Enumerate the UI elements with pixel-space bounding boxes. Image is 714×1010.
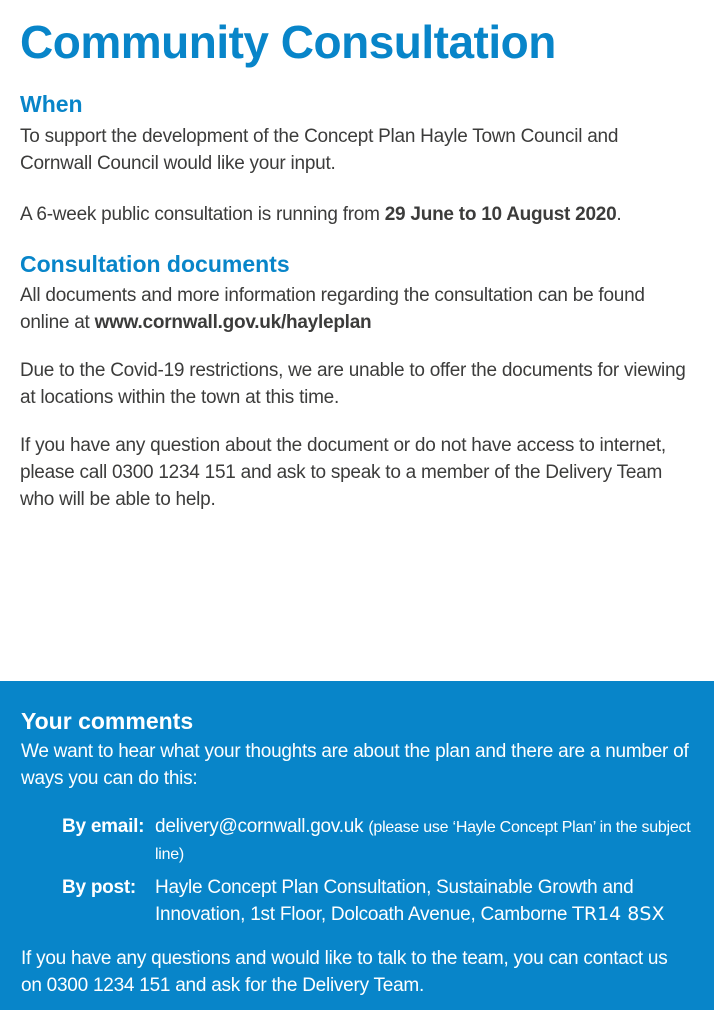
phone-help-paragraph: If you have any question about the document or do not have access to internet, please call 0300 1234 151 and ask to speak to a member of the Delivery Team who will be able to help. (20, 435, 666, 511)
when-intro-paragraph: To support the development of the Concept Plan Hayle Town Council and Cornwall Council would like your input. (20, 125, 619, 174)
by-email-label: By email: (62, 816, 145, 838)
your-comments-intro: We want to hear what your thoughts are about the plan and there are a number of ways you can do this: (21, 741, 689, 790)
consultation-url: www.cornwall.gov.uk/hayleplan (94, 312, 372, 334)
when-heading: When (20, 91, 83, 118)
consultation-dates-paragraph (20, 201, 686, 228)
your-comments-heading: Your comments (21, 708, 194, 734)
contact-methods-list (62, 813, 693, 928)
postal-address: Hayle Concept Plan Consultation, Sustainable Growth and Innovation, 1st Floor, Dolcoath Avenue, Camborne (155, 877, 634, 926)
email-address: delivery@cornwall.gov.uk (155, 816, 364, 838)
page-title: Community Consultation (20, 16, 556, 68)
by-post-label: By post: (62, 877, 136, 899)
postal-address-value (155, 874, 693, 928)
your-comments-outro: If you have any questions and would like to talk to the team, you can contact us on 0300 1234 151 and ask for the Delivery Team. (21, 948, 668, 997)
your-comments-panel (0, 681, 714, 1010)
consultation-dates-bold: 29 June to 10 August 2020 (384, 203, 617, 225)
consultation-dates-period: . (616, 203, 622, 225)
email-subject-note: (please use ‘Hayle Concept Plan’ in the subject line) (155, 819, 691, 864)
documents-heading: Consultation documents (20, 250, 290, 277)
contact-row-post (62, 874, 693, 928)
consultation-dates-text: A 6-week public consultation is running from (20, 203, 385, 225)
postal-postcode: TR14 8SX (572, 903, 665, 926)
contact-row-email (62, 813, 693, 867)
covid-restrictions-paragraph: Due to the Covid-19 restrictions, we are unable to offer the documents for viewing at locations within the town at this time. (20, 360, 686, 409)
documents-online-text: All documents and more information regarding the consultation can be found online at (20, 285, 645, 334)
documents-online-paragraph (20, 282, 686, 336)
email-address-value (155, 813, 693, 867)
